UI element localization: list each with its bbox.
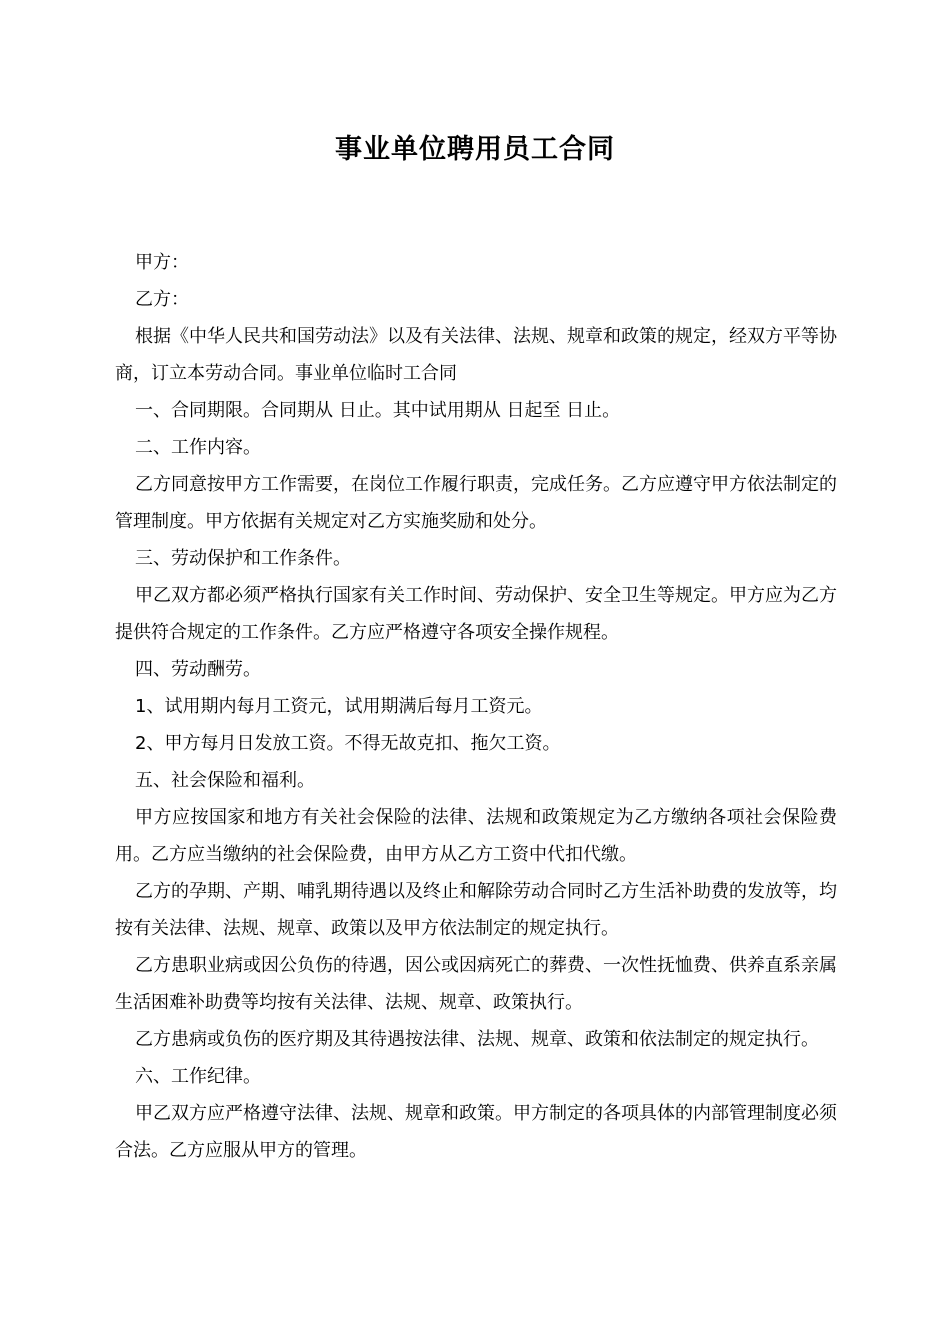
section-4-item-1: 1、试用期内每月工资元，试用期满后每月工资元。 [135,696,543,717]
section-6-heading: 六、工作纪律。 [135,1066,261,1087]
section-5-heading: 五、社会保险和福利。 [135,770,315,791]
section-5-paragraph-4: 乙方患病或负伤的医疗期及其待遇按法律、法规、规章、政策和依法制定的规定执行。 [135,1029,819,1050]
section-2-heading: 二、工作内容。 [135,437,261,458]
party-a-line: 甲方： [135,252,189,273]
section-4-heading: 四、劳动酬劳。 [135,659,261,680]
party-b-line: 乙方： [135,289,189,310]
document-title: 事业单位聘用员工合同 [335,134,615,165]
section-3-heading: 三、劳动保护和工作条件。 [135,548,351,569]
section-1-contract-term: 一、合同期限。合同期从 日止。其中试用期从 日起至 日止。 [135,400,621,421]
section-5-paragraph-1: 甲方应按国家和地方有关社会保险的法律、法规和政策规定为乙方缴纳各项社会保险费用。乙方应当缴纳的社会保险费，由甲方从乙方工资中代扣代缴。 [115,807,837,865]
section-2-paragraph: 乙方同意按甲方工作需要，在岗位工作履行职责，完成任务。乙方应遵守甲方依法制定的管理制度。甲方依据有关规定对乙方实施奖励和处分。 [115,474,837,532]
section-3-paragraph: 甲乙双方都必须严格执行国家有关工作时间、劳动保护、安全卫生等规定。甲方应为乙方提供符合规定的工作条件。乙方应严格遵守各项安全操作规程。 [115,585,837,643]
section-5-paragraph-3: 乙方患职业病或因公负伤的待遇，因公或因病死亡的葬费、一次性抚恤费、供养直系亲属生活困难补助费等均按有关法律、法规、规章、政策执行。 [115,955,837,1013]
section-4-item-2: 2、甲方每月日发放工资。不得无故克扣、拖欠工资。 [135,733,561,754]
section-6-paragraph: 甲乙双方应严格遵守法律、法规、规章和政策。甲方制定的各项具体的内部管理制度必须合法。乙方应服从甲方的管理。 [115,1103,837,1161]
section-5-paragraph-2: 乙方的孕期、产期、哺乳期待遇以及终止和解除劳动合同时乙方生活补助费的发放等，均按有关法律、法规、规章、政策以及甲方依法制定的规定执行。 [115,881,837,939]
preamble-paragraph: 根据《中华人民共和国劳动法》以及有关法律、法规、规章和政策的规定，经双方平等协商，订立本劳动合同。事业单位临时工合同 [115,326,837,384]
document-body [115,244,837,1169]
